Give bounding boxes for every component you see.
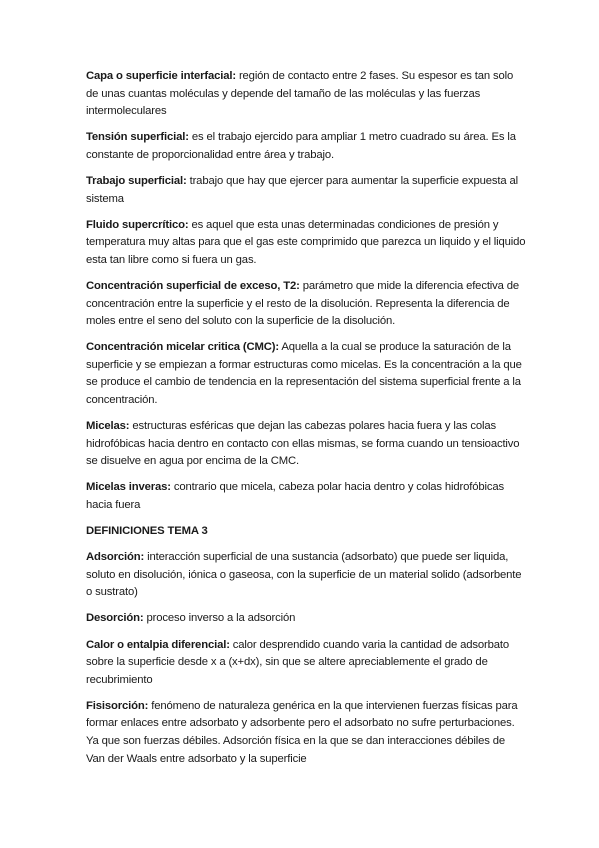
definition-concentracion-superficial-exceso bbox=[86, 278, 526, 331]
definition-adsorcion bbox=[86, 549, 526, 602]
definition-trabajo-superficial bbox=[86, 173, 526, 208]
term: Concentración micelar critica (CMC): bbox=[86, 341, 279, 354]
definition-text: estructuras esféricas que dejan las cabezas polares hacia fuera y las colas hidrofóbicas hacia dentro en contacto con ellas mismas, se forma cuando un tensioactivo se disuelve en agua por encima de la CMC. bbox=[86, 420, 520, 468]
term: Micelas: bbox=[86, 420, 130, 433]
term: Adsorción: bbox=[86, 551, 145, 564]
definition-fluido-supercritico bbox=[86, 217, 526, 270]
definition-text: trabajo que hay que ejercer para aumentar la superficie expuesta al sistema bbox=[86, 174, 519, 205]
definition-calor-entalpia-diferencial bbox=[86, 637, 526, 690]
definition-tension-superficial bbox=[86, 129, 526, 164]
definition-text: interacción superficial de una sustancia (adsorbato) que puede ser liquida, soluto en disolución, iónica o gaseosa, con la superficie de un material solido (adsorbente o sustrato) bbox=[86, 551, 522, 599]
term: Tensión superficial: bbox=[86, 131, 189, 144]
term: Micelas inveras: bbox=[86, 481, 171, 494]
document-page bbox=[86, 68, 526, 777]
definition-concentracion-micelar-critica bbox=[86, 339, 526, 409]
definition-text: región de contacto entre 2 fases. Su espesor es tan solo de unas cuantas moléculas y depende del tamaño de las moléculas y las fuerzas intermoleculares bbox=[86, 70, 514, 118]
definition-text: contrario que micela, cabeza polar hacia dentro y colas hidrofóbicas hacia fuera bbox=[86, 481, 505, 511]
term: Fisisorción: bbox=[86, 699, 149, 712]
definition-fisisorcion bbox=[86, 698, 526, 768]
term: Desorción: bbox=[86, 612, 144, 625]
definition-text: Aquella a la cual se produce la saturación de la superficie y se empiezan a formar estructuras como micelas. Es la concentración a la que se produce el cambio de tendencia en la representación del sistema superficial frente a la concentración. bbox=[86, 341, 522, 406]
term: Capa o superficie interfacial: bbox=[86, 70, 236, 82]
term: Fluido supercrítico: bbox=[86, 218, 189, 231]
definition-micelas bbox=[86, 418, 526, 471]
definition-text: fenómeno de naturaleza genérica en la que intervienen fuerzas físicas para formar enlaces entre adsorbato y adsorbente pero el adsorbato no sufre perturbaciones. Ya que son fuerzas débiles. Adsorción física en la que se dan interacciones débiles de Van der Waals entre adsorbato y la superficie bbox=[86, 699, 518, 765]
definition-text: parámetro que mide la diferencia efectiva de concentración entre la superficie y el resto de la disolución. Representa la diferencia de moles entre el seno del soluto con la superficie de la disolución. bbox=[86, 279, 520, 328]
definition-text: es el trabajo ejercido para ampliar 1 metro cuadrado su área. Es la constante de proporcionalidad entre área y trabajo. bbox=[86, 131, 516, 161]
term: Trabajo superficial: bbox=[86, 174, 187, 187]
term: Concentración superficial de exceso, T2: bbox=[86, 279, 300, 292]
definition-capa-superficie-interfacial bbox=[86, 68, 526, 121]
section-heading: DEFINICIONES TEMA 3 bbox=[86, 525, 208, 538]
definition-micelas-inversas bbox=[86, 479, 526, 514]
definition-desorcion bbox=[86, 610, 526, 628]
definition-text: calor desprendido cuando varia la cantidad de adsorbato sobre la superficie desde x a (x+dx), sin que se altere apreciablemente el grado de recubrimiento bbox=[86, 638, 510, 686]
term: Calor o entalpia diferencial: bbox=[86, 638, 230, 651]
definition-text: proceso inverso a la adsorción bbox=[143, 612, 296, 625]
definition-text: es aquel que esta unas determinadas condiciones de presión y temperatura muy altas para que el gas este comprimido que parezca un liquido y el liquido esta tan libre como si fuera un gas. bbox=[86, 218, 526, 266]
